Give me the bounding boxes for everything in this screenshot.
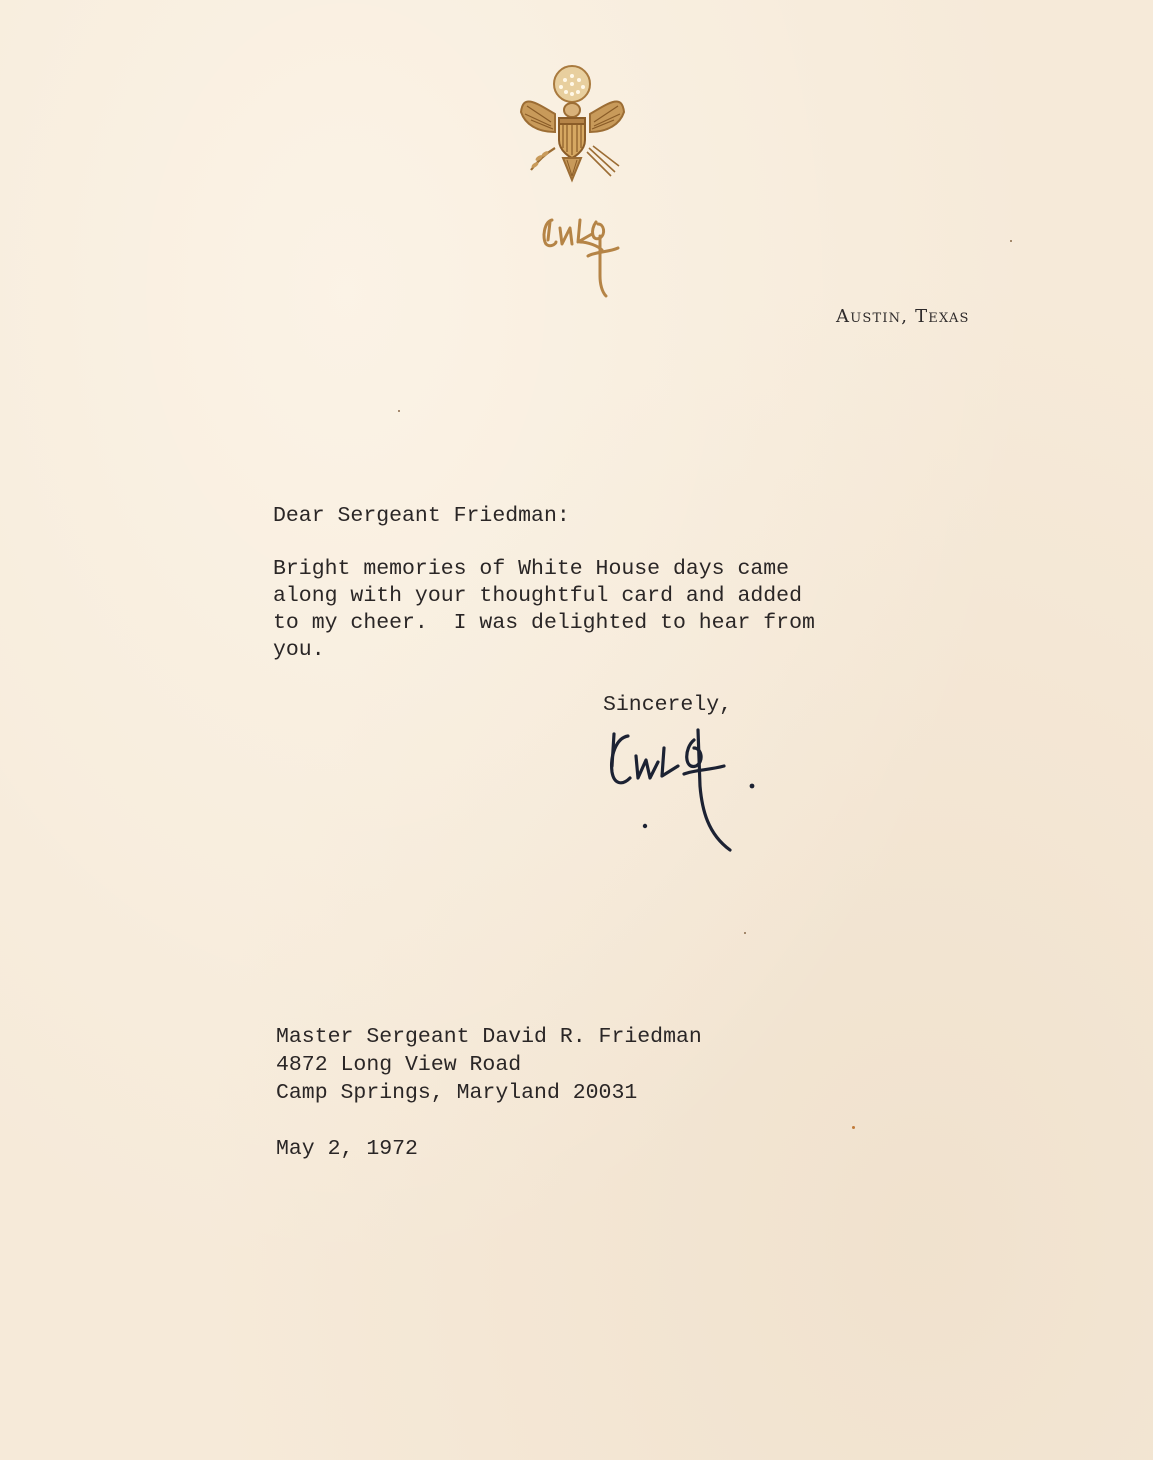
recipient-street: 4872 Long View Road (276, 1053, 522, 1077)
letterhead-location: Austin, Texas (836, 306, 970, 327)
body-line-4: you. (273, 638, 325, 662)
paper-speck (1010, 240, 1012, 242)
paper-speck (398, 410, 400, 412)
letter-date: May 2, 1972 (276, 1137, 418, 1161)
closing: Sincerely, (603, 693, 733, 717)
handwritten-signature (598, 726, 768, 856)
paper-speck (744, 932, 746, 934)
salutation: Dear Sergeant Friedman: (273, 504, 570, 528)
body-line-3: to my cheer. I was delighted to hear from (273, 611, 815, 635)
paper-speck (852, 1126, 855, 1129)
body-line-2: along with your thoughtful card and added (273, 584, 802, 608)
monogram-icon (536, 212, 626, 302)
body-line-1: Bright memories of White House days came (273, 557, 790, 581)
great-seal-icon (515, 62, 630, 186)
recipient-name: Master Sergeant David R. Friedman (276, 1025, 702, 1049)
recipient-city: Camp Springs, Maryland 20031 (276, 1081, 638, 1105)
